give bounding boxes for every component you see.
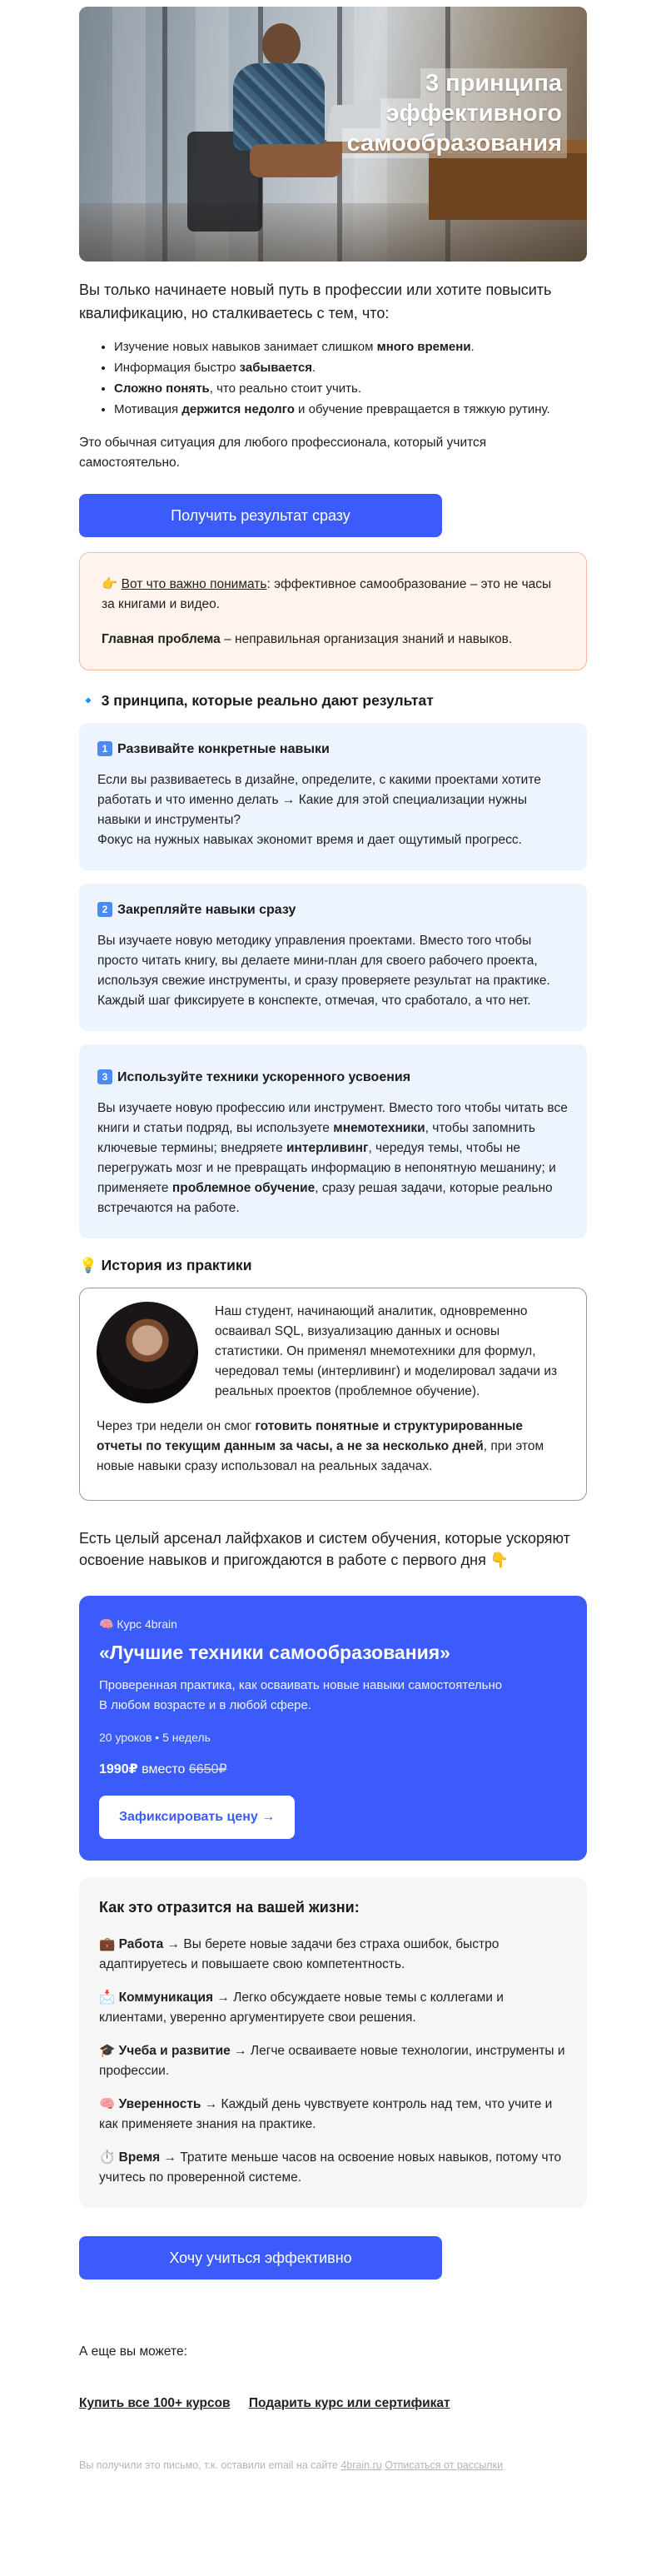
arsenal-text: Есть целый арсенал лайфхаков и систем обучения, которые ускоряют освоение навыков и пригождаются в работе с первого дня 👇	[79, 1530, 570, 1568]
course-description: Проверенная практика, как осваивать новые навыки самостоятельно В любом возрасте и в любой сфере.	[99, 1678, 503, 1712]
story-top	[97, 1302, 568, 1403]
student-avatar	[97, 1302, 198, 1403]
fix-price-button[interactable]: Зафиксировать цену →	[99, 1796, 295, 1839]
principle-text: Фокус на нужных навыках экономит время и дает ощутимый прогресс.	[97, 833, 522, 847]
problems-list	[114, 336, 587, 420]
life-item-education: 🎓 Учеба и развитие → Легче осваиваете новые технологии, инструменты и профессии.	[99, 2044, 565, 2078]
principle-card-3	[79, 1044, 587, 1238]
important-notice	[79, 552, 587, 670]
intro-text: Вы только начинаете новый путь в профессии или хотите повысить квалификацию, но сталкиваетесь с тем, что:	[79, 282, 552, 321]
hero-person	[216, 23, 333, 215]
hero-desk-cabinet	[429, 153, 587, 220]
story-text: Наш студент, начинающий аналитик, одновременно осваивал SQL, визуализацию данных и основы статистики. Он применял мнемотехники для формул, чередовал темы (интерливинг) и моделировал задачи из реальных проектов (проблемное обучение).	[215, 1304, 558, 1398]
course-tag: 🧠 Курс 4brain	[99, 1617, 177, 1631]
story-card	[79, 1288, 587, 1501]
principle-text: Вы изучаете новую профессию или инструмент. Вместо того чтобы читать все книги и статьи подряд, вы используете мнемотехники, чтобы запомнить ключевые термины; внедряете интерливинг, чередуя темы, чтобы не перегружать мозг и не превращать информацию в непонятную мешанину; и применяете проблемное обучение, сразу решая задачи, которые реально встречаются на работе.	[97, 1101, 568, 1215]
life-impact-title: Как это отразится на вашей жизни:	[99, 1899, 360, 1916]
story-heading: 💡 История из практики	[79, 1257, 252, 1273]
important-link[interactable]: Вот что важно понимать	[121, 577, 267, 591]
principle-card-1	[79, 723, 587, 870]
briefcase-icon: 💼	[99, 1937, 116, 1951]
principle-title: 1 Развивайте конкретные навыки	[97, 741, 569, 757]
course-card	[79, 1596, 587, 1861]
extra-links	[79, 2396, 587, 2411]
stopwatch-icon: ⏱️	[99, 2150, 116, 2165]
more-options-text: А еще вы можете:	[79, 2344, 187, 2359]
hero-title-line: эффективного	[380, 98, 567, 128]
life-item-time: ⏱️ Время → Тратите меньше часов на освоение новых навыков, потому что учитесь по проверенной системе.	[99, 2150, 562, 2185]
principle-text: Если вы развиваетесь в дизайне, определите, с какими проектами хотите работать и что именно делать → Какие для этой специализации нужны навыки и инструменты?	[97, 773, 541, 827]
list-item: • Сложно понять, что реально стоит учить.	[114, 378, 587, 399]
brain-icon: 🧠	[99, 2097, 116, 2111]
unsubscribe-link[interactable]: Отписаться от рассылки	[385, 2459, 504, 2471]
normal-situation-text: Это обычная ситуация для любого профессионала, который учится самостоятельно.	[79, 436, 487, 470]
number-2-icon: 2	[97, 902, 112, 917]
pointing-hand-icon: 👉	[102, 577, 118, 591]
get-result-button[interactable]: Получить результат сразу	[79, 494, 442, 537]
hero-title-line: самообразования	[342, 128, 567, 158]
learn-effectively-button[interactable]: Хочу учиться эффективно	[79, 2236, 442, 2280]
blue-diamond-icon: 🔹	[79, 692, 97, 709]
hero-person-head	[262, 23, 301, 67]
hero-title	[342, 68, 567, 158]
footer-text: Вы получили это письмо, т.к. оставили email на сайте 4brain.ru Отписаться от рассылки	[79, 2459, 504, 2471]
buy-all-courses-link[interactable]: Купить все 100+ курсов	[79, 2396, 231, 2410]
course-meta: 20 уроков • 5 недель	[99, 1731, 211, 1744]
gift-course-link[interactable]: Подарить курс или сертификат	[248, 2396, 450, 2410]
number-3-icon: 3	[97, 1069, 112, 1084]
list-item: • Мотивация держится недолго и обучение превращается в тяжкую рутину.	[114, 399, 587, 420]
story-result: Через три недели он смог готовить понятные и структурированные отчеты по текущим данным за часы, а не за несколько дней, при этом новые навыки сразу использовал на реальных задачах.	[97, 1419, 544, 1473]
email-body	[79, 7, 587, 2504]
life-item-work: 💼 Работа → Вы берете новые задачи без страха ошибок, быстро адаптируетесь и повышаете свою компетентность.	[99, 1937, 500, 1971]
site-link[interactable]: 4brain.ru	[340, 2459, 382, 2471]
principle-card-2	[79, 884, 587, 1031]
course-price: 1990₽ вместо 6650₽	[99, 1762, 227, 1776]
hero-person-legs	[250, 144, 341, 177]
brain-icon: 🧠	[99, 1617, 114, 1631]
principle-title: 3 Используйте техники ускоренного усвоения	[97, 1069, 569, 1085]
notice-line: 👉 Вот что важно понимать: эффективное самообразование – это не часы за книгами и видео.	[102, 577, 552, 611]
light-bulb-icon: 💡	[79, 1257, 97, 1273]
notice-line: Главная проблема – неправильная организация знаний и навыков.	[102, 632, 513, 646]
list-item: • Изучение новых навыков занимает слишком много времени.	[114, 336, 587, 357]
principle-title: 2 Закрепляйте навыки сразу	[97, 902, 569, 918]
graduation-cap-icon: 🎓	[99, 2044, 116, 2058]
course-title: «Лучшие техники самообразования»	[99, 1642, 450, 1663]
life-impact-card	[79, 1877, 587, 2208]
envelope-icon: 📩	[99, 1991, 116, 2005]
number-1-icon: 1	[97, 741, 112, 756]
hero-title-line: 3 принципа	[420, 68, 567, 98]
principles-heading: 🔹 3 принципа, которые реально дают результат	[79, 692, 434, 709]
principle-text: Вы изучаете новую методику управления проектами. Вместо того чтобы просто читать книгу, вы делаете мини-план для своего рабочего проекта, используя свежие инструменты, и сразу проверяете результат на практике. Каждый шаг фиксируете в конспекте, отмечая, что сработало, а что нет.	[97, 934, 550, 1008]
hero-person-torso	[233, 63, 325, 151]
hero-banner	[79, 7, 587, 262]
life-item-communication: 📩 Коммуникация → Легко обсуждаете новые темы с коллегами и клиентами, уверенно аргументируете свои решения.	[99, 1991, 504, 2025]
life-item-confidence: 🧠 Уверенность → Каждый день чувствуете контроль над тем, что учите и как применяете знания на практике.	[99, 2097, 553, 2131]
list-item: • Информация быстро забывается.	[114, 357, 587, 378]
